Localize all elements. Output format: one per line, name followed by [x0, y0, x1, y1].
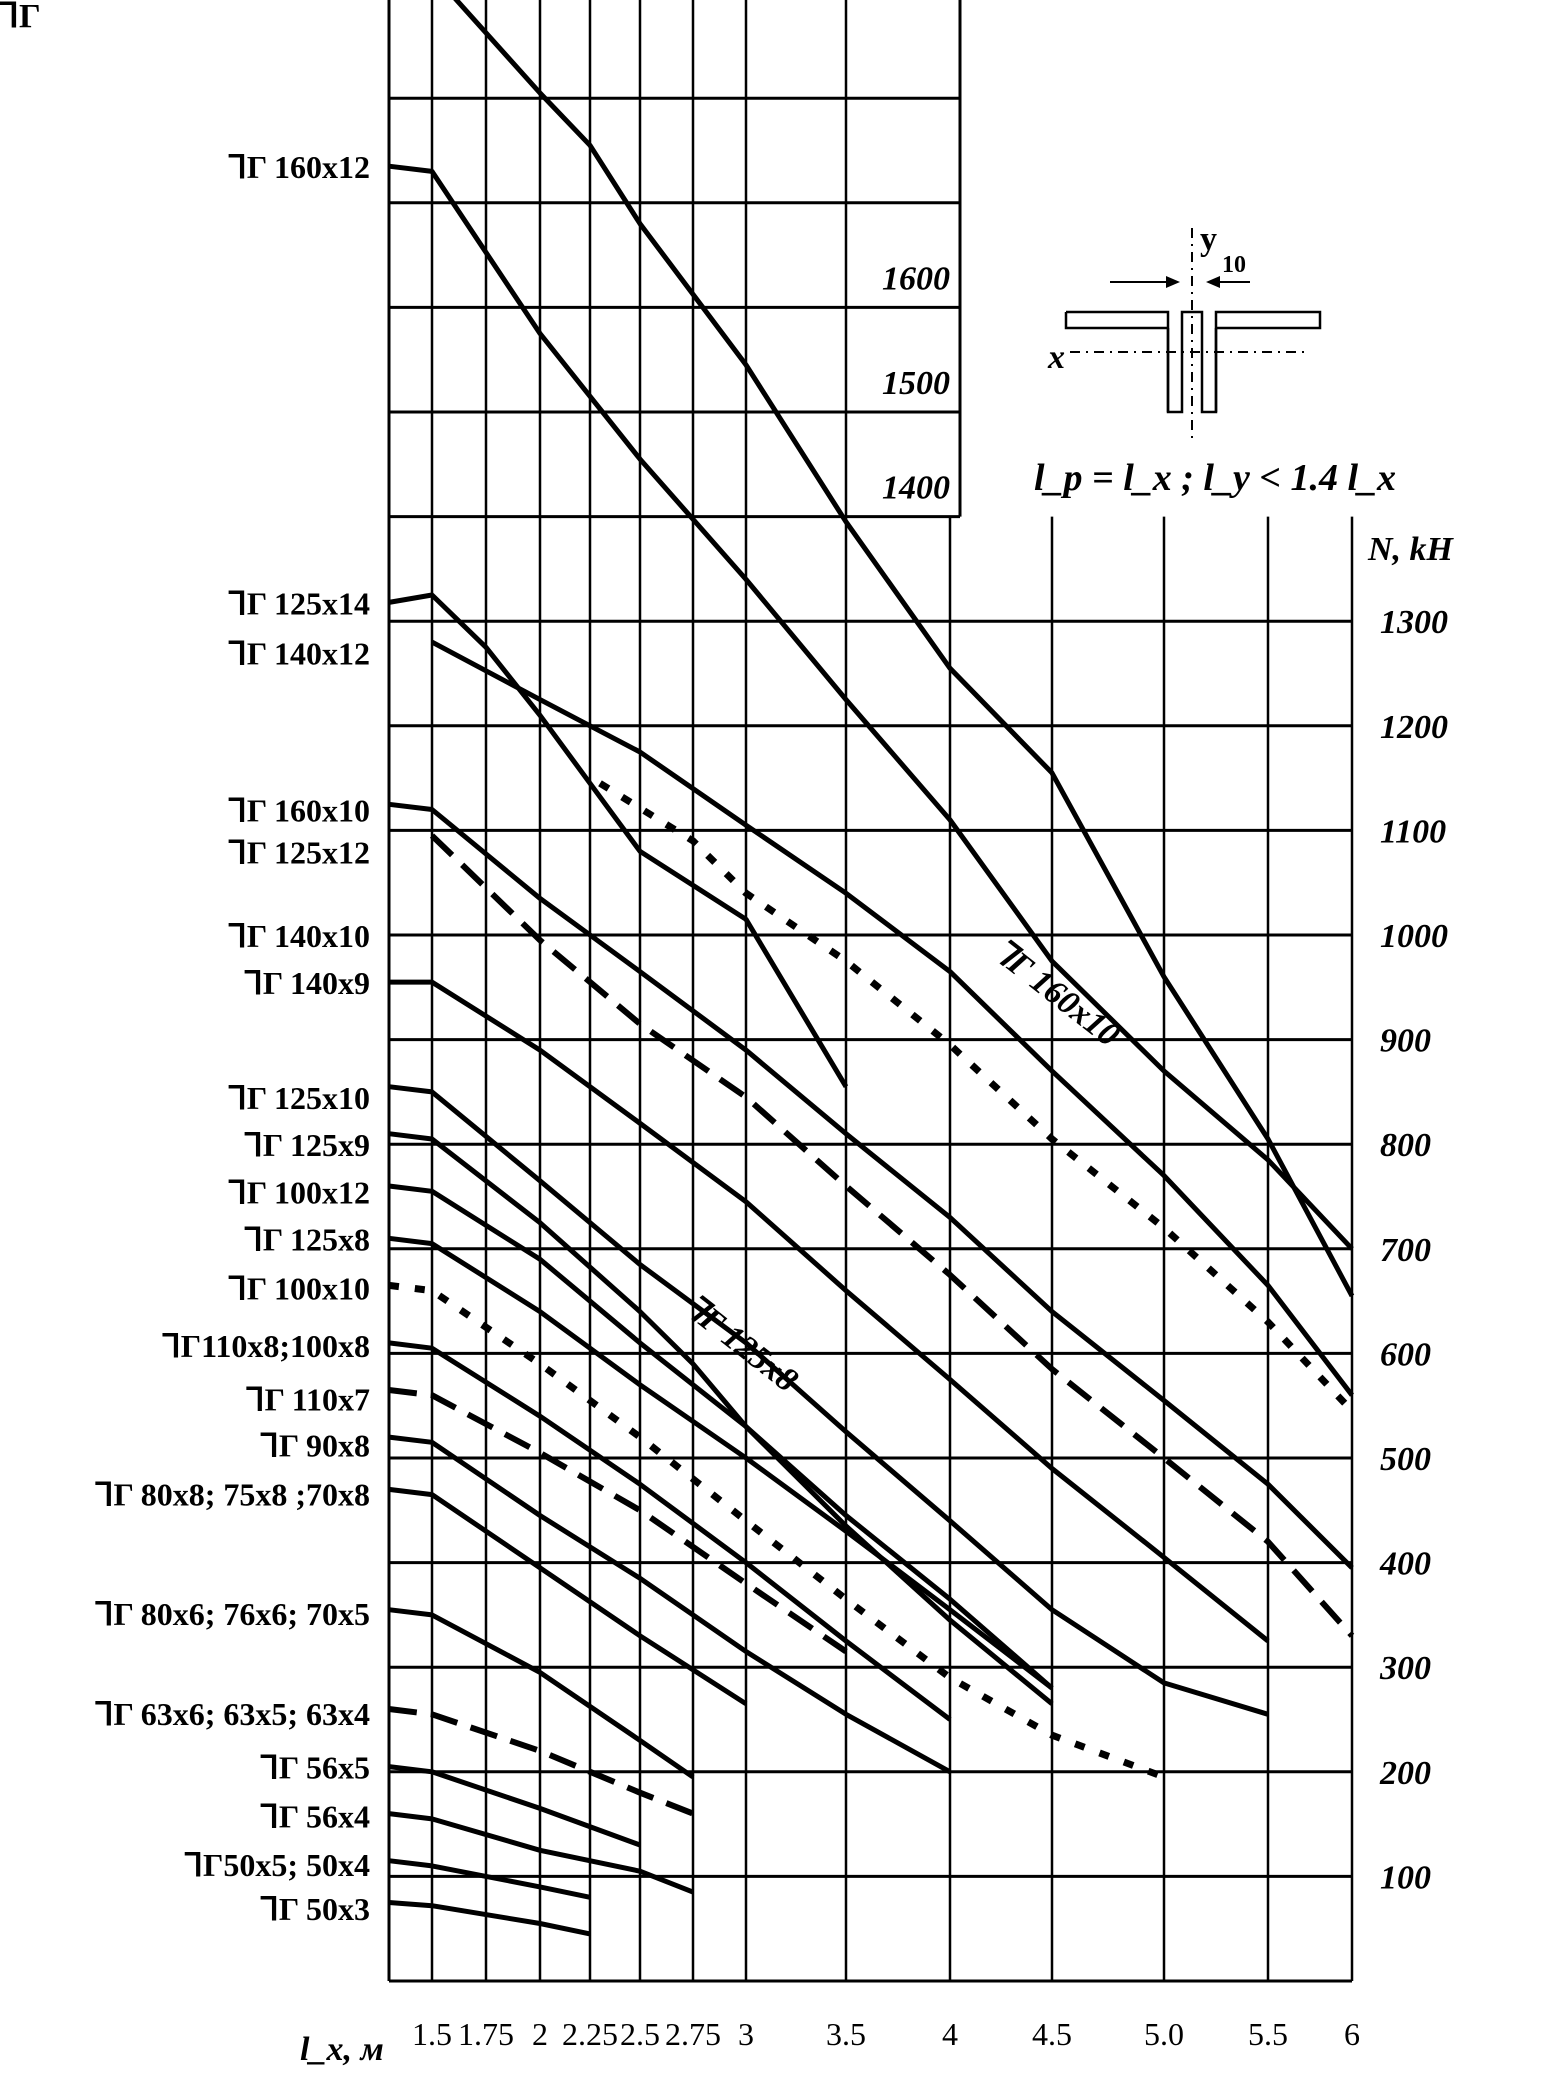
- section-y-label: y: [1200, 221, 1217, 258]
- y-axis-label: N, kH: [1368, 531, 1453, 568]
- x-tick-label: 2.75: [665, 2016, 721, 2052]
- section-label: ⅂Γ 90x8: [261, 1427, 370, 1464]
- series-line-125x12: [432, 836, 1352, 1636]
- y-tick-label: 700: [1380, 1231, 1431, 1269]
- section-label: ⅂Γ 125x8: [245, 1221, 370, 1258]
- section-labels: [95, 0, 370, 1927]
- y-tick-label: 900: [1380, 1022, 1431, 1060]
- x-tick-label: 1.5: [412, 2016, 452, 2052]
- section-label: ⅂Γ 56x5: [261, 1749, 370, 1786]
- section-label: ⅂Γ 50x3: [261, 1890, 370, 1927]
- section-label: ⅂Γ 160x10: [229, 792, 370, 829]
- y-tick-label: 400: [1380, 1545, 1431, 1583]
- y-tick-labels: [1379, 604, 1448, 1896]
- x-tick-label: 2: [532, 2016, 548, 2052]
- top-corner-mark: ⅂Γ: [0, 0, 41, 35]
- y-tick-label: 1200: [1380, 708, 1448, 746]
- y-tick-label: 300: [1380, 1650, 1431, 1688]
- y-tick-label: 1100: [1380, 813, 1447, 851]
- x-tick-label: 2.25: [562, 2016, 618, 2052]
- x-tick-label: 6: [1344, 2016, 1360, 2052]
- section-x-label: x: [1048, 339, 1065, 376]
- y-tick-label: 600: [1380, 1336, 1431, 1374]
- upper-tick-labels: [882, 260, 950, 506]
- x-tick-labels: [412, 2016, 1360, 2052]
- x-tick-label: 3: [738, 2016, 754, 2052]
- section-label: ⅂Γ 80x8; 75x8 ;70x8: [95, 1476, 370, 1513]
- series-line-90x8: [389, 1437, 950, 1772]
- y-tick-label: 200: [1380, 1754, 1431, 1792]
- y-tick-label: 1300: [1380, 604, 1448, 642]
- x-tick-label: 5.5: [1248, 2016, 1288, 2052]
- series-line-110x7: [389, 1390, 846, 1652]
- series-line-50x3: [389, 1903, 590, 1934]
- effective-length-formula: l_p = l_x ; l_y < 1.4 l_x: [1034, 457, 1397, 499]
- y-tick-label: 100: [1380, 1859, 1431, 1897]
- section-label: ⅂Γ 63x6; 63x5; 63x4: [95, 1696, 370, 1733]
- x-tick-label: 2.5: [620, 2016, 660, 2052]
- y-tick-label: 500: [1380, 1441, 1431, 1478]
- chart-grid: [389, 0, 1352, 1981]
- section-label: ⅂Γ 100x12: [229, 1174, 370, 1211]
- series-line-50x5-50x4: [389, 1861, 590, 1898]
- x-tick-label: 5.0: [1144, 2016, 1184, 2052]
- curve-label: ⅂Γ 160x10: [985, 933, 1127, 1055]
- section-label: ⅂Γ 100x10: [229, 1270, 370, 1307]
- section-label: ⅂Γ50x5; 50x4: [185, 1846, 370, 1883]
- section-label: ⅂Γ 80x6; 76x6; 70x5: [95, 1595, 370, 1632]
- curve-label: ⅂Γ 125x8: [677, 1288, 805, 1400]
- x-tick-label: 4.5: [1032, 2016, 1072, 2052]
- section-label: ⅂Γ 125x14: [229, 585, 370, 622]
- section-label: ⅂Γ 56x4: [261, 1798, 370, 1835]
- section-thickness-label: 10: [1222, 252, 1246, 278]
- cross-section-diagram: [1047, 221, 1320, 440]
- upper-tick-label: 1400: [882, 469, 950, 507]
- x-tick-label: 1.75: [458, 2016, 514, 2052]
- x-tick-label: 4: [942, 2016, 958, 2052]
- section-label: ⅂Γ110x8;100x8: [162, 1328, 370, 1365]
- section-label: ⅂Γ 110x7: [246, 1381, 370, 1418]
- x-tick-label: 3.5: [826, 2016, 866, 2052]
- chart-curves: [389, 0, 1352, 1934]
- series-line-160x14: [432, 0, 1352, 1296]
- section-label: ⅂Γ 125x9: [245, 1127, 370, 1164]
- section-label: ⅂Γ 160x12: [229, 149, 370, 186]
- section-label: ⅂Γ 125x12: [229, 834, 370, 871]
- section-label: ⅂Γ 140x12: [229, 635, 370, 672]
- section-label: ⅂Γ 125x10: [229, 1080, 370, 1117]
- y-tick-label: 1000: [1380, 918, 1448, 955]
- section-label: ⅂Γ 140x10: [229, 918, 370, 954]
- series-line-125x14: [389, 595, 846, 1087]
- x-axis-label: l_x, м: [300, 2031, 384, 2068]
- series-line-125x10: [389, 1087, 1268, 1715]
- upper-tick-label: 1600: [882, 260, 950, 298]
- series-line-140x9: [389, 982, 1268, 1641]
- y-tick-label: 800: [1380, 1127, 1431, 1165]
- upper-tick-label: 1500: [882, 365, 950, 402]
- section-label: ⅂Γ 140x9: [245, 965, 370, 1002]
